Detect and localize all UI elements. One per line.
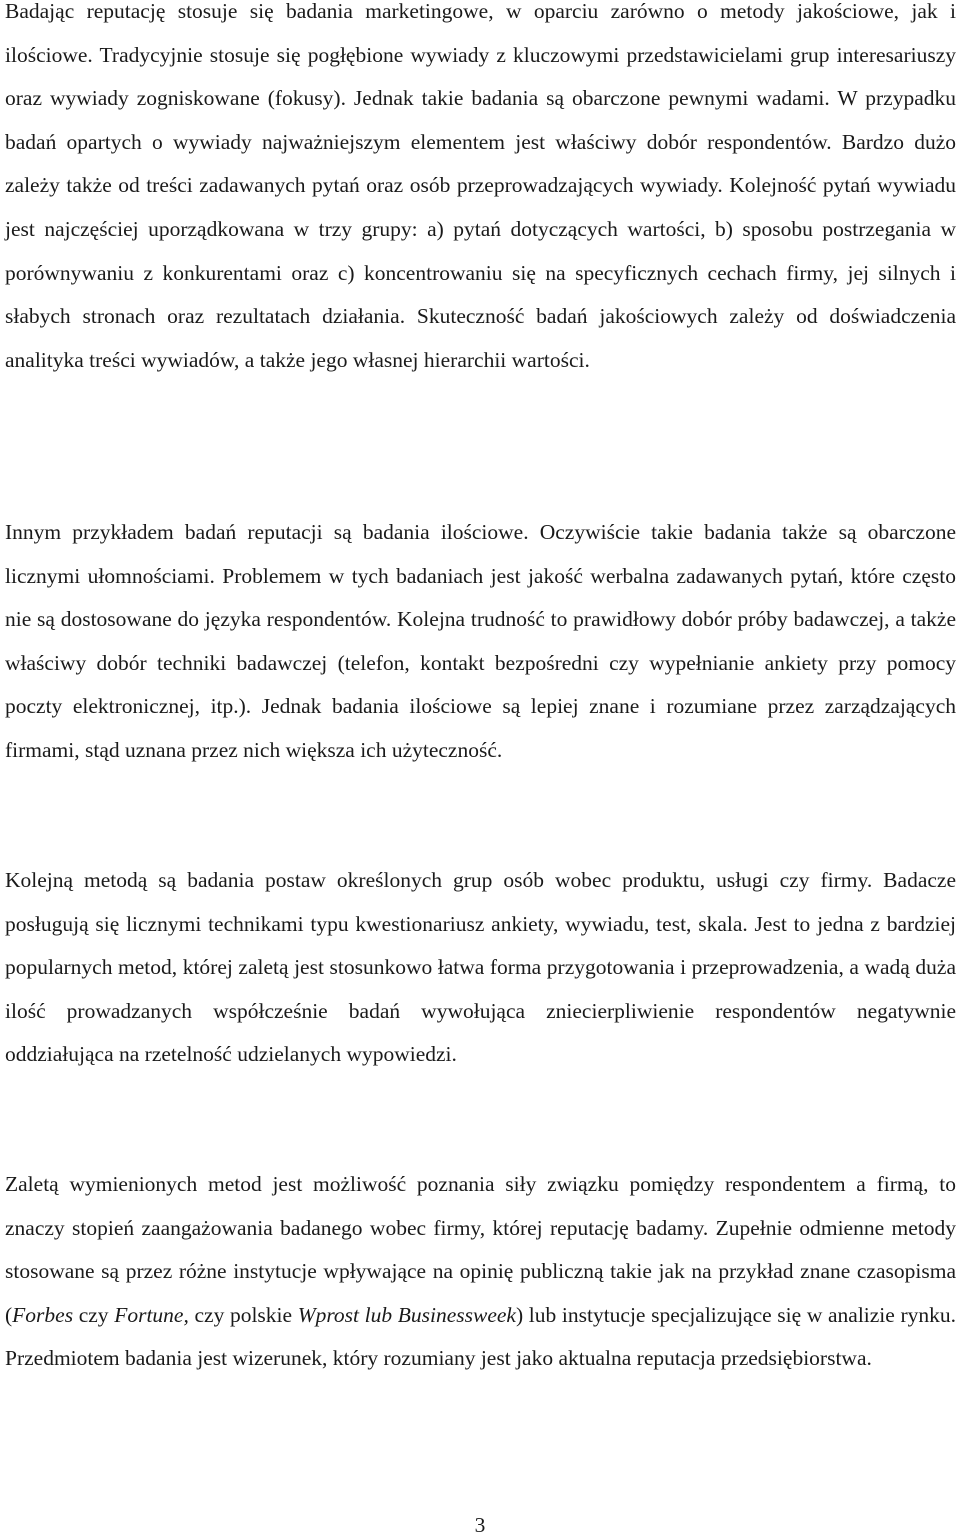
magazine-name-forbes: Forbes xyxy=(12,1302,74,1327)
paragraph-quantitative-research: Innym przykładem badań reputacji są badania ilościowe. Oczywiście takie badania także są obarczone licznymi ułomnościami. Problemem w tych badaniach jest jakość werbalna zadawanych pytań, które często nie są dostosowane do języka respondentów. Kolejna trudność to prawidłowy dobór próby badawczej, a także właściwy dobór techniki badawczej (telefon, kontakt bezpośredni czy wypełnianie ankiety przy pomocy poczty elektronicznej, itp.). Jednak badania ilościowe są lepiej znane i rozumiane przez zarządzających firmami, stąd uznana przez nich większa ich użyteczność. xyxy=(5,520,956,762)
magazine-name-wprost-businessweek: Wprost lub Businessweek xyxy=(297,1302,516,1327)
paragraph-text-connector-1: czy xyxy=(73,1302,115,1327)
page-number: 3 xyxy=(474,1513,486,1537)
paragraph-text-before: Zaletą wymienionych metod jest możliwość poznania siły związku pomiędzy respondentem a firmą, to znaczy stopień zaangażowania badanego wobec firmy, której reputację badamy. Zupełnie odmienne metody stosowane są przez różne instytucje wpływające na opinię publiczną takie jak na przykład znane czasopisma ( xyxy=(5,1172,956,1327)
paragraph-text-connector-2: czy polskie xyxy=(188,1302,298,1327)
paragraph-attitude-research: Kolejną metodą są badania postaw określonych grup osób wobec produktu, usługi czy firmy. Badacze posługują się licznymi technikami typu kwestionariusz ankiety, wywiadu, test, skala. Jest to jedna z bardziej popularnych metod, której zaletą jest stosunkowo łatwa forma przygotowania i przeprowadzenia, a wadą duża ilość prowadzanych współcześnie badań wywołująca zniecierpliwienie respondentów negatywnie oddziałująca na rzetelność udzielanych wypowiedzi. xyxy=(5,868,956,1067)
magazine-name-fortune: Fortune, xyxy=(114,1302,189,1327)
paragraph-reputation-research-methods: Badając reputację stosuje się badania marketingowe, w oparciu zarówno o metody jakościowe, jak i ilościowe. Tradycyjnie stosuje się pogłębione wywiady z kluczowymi przedstawicielami grup interesariuszy oraz wywiady zogniskowane (fokusy). Jednak takie badania są obarczone pewnymi wadami. W przypadku badań opartych o wywiady najważniejszym elementem jest właściwy dobór respondentów. Bardzo dużo zależy także od treści zadawanych pytań oraz osób przeprowadzających wywiady. Kolejność pytań wywiadu jest najczęściej uporządkowana w trzy grupy: a) pytań dotyczących wartości, b) sposobu postrzegania w porównywaniu z konkurentami oraz c) koncentrowaniu się na specyficznych cechach firmy, jej silnych i słabych stronach oraz rezultatach działania. Skuteczność badań jakościowych zależy od doświadczenia analityka treści wywiadów, a także jego własnej hierarchii wartości. xyxy=(5,0,956,372)
paragraph-text-after: ) lub instytucje specjalizujące się w analizie rynku. Przedmiotem badania jest wizerunek, który rozumiany jest jako aktualna reputacja przedsiębiorstwa. xyxy=(5,1302,956,1371)
paragraph-method-advantages xyxy=(5,1163,956,1381)
